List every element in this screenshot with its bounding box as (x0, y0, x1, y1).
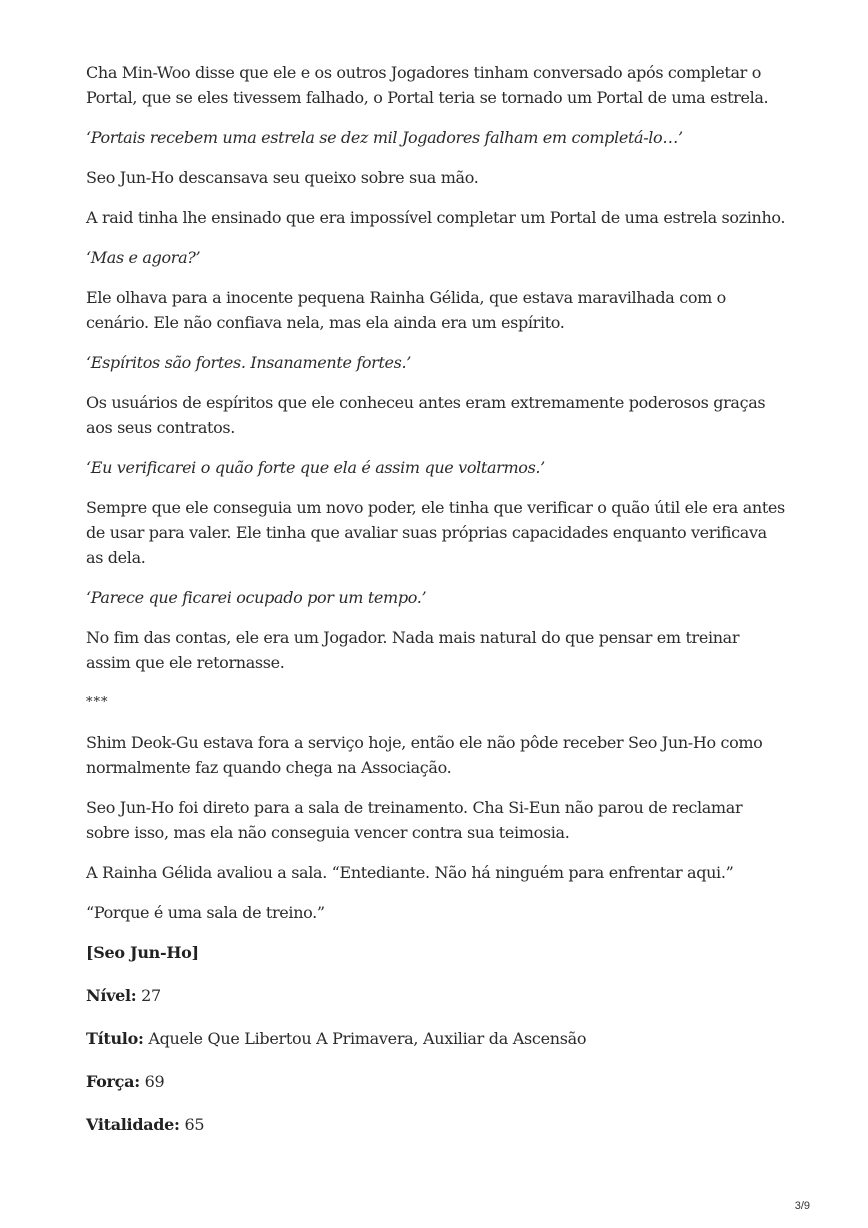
page-number: 3/9 (794, 1200, 810, 1212)
stat-vitality-label: Vitalidade: (86, 1115, 180, 1134)
stat-vitality (86, 1112, 786, 1138)
stat-level (86, 983, 786, 1009)
paragraph: Seo Jun-Ho foi direto para a sala de treinamento. Cha Si-Eun não parou de reclamar sobre isso, mas ela não conseguia vencer contra sua teimosia. (86, 798, 743, 842)
thought-paragraph: ‘Eu verificarei o quão forte que ela é assim que voltarmos.’ (86, 458, 545, 477)
paragraph: No fim das contas, ele era um Jogador. Nada mais natural do que pensar em treinar assim que ele retornasse. (86, 628, 740, 672)
paragraph: A Rainha Gélida avaliou a sala. “Entediante. Não há ninguém para enfrentar aqui.” (86, 863, 734, 882)
paragraph: Os usuários de espíritos que ele conheceu antes eram extremamente poderosos graças aos seus contratos. (86, 393, 766, 437)
stat-level-value: 27 (136, 986, 161, 1005)
paragraph: Cha Min-Woo disse que ele e os outros Jogadores tinham conversado após completar o Portal, que se eles tivessem falhado, o Portal teria se tornado um Portal de uma estrela. (86, 63, 769, 107)
thought-paragraph: ‘Parece que ficarei ocupado por um tempo.’ (86, 588, 427, 607)
thought-paragraph: ‘Espíritos são fortes. Insanamente fortes.’ (86, 353, 411, 372)
paragraph: Sempre que ele conseguia um novo poder, ele tinha que verificar o quão útil ele era antes de usar para valer. Ele tinha que avaliar suas próprias capacidades enquanto verificava as dela. (86, 498, 785, 567)
document-page (86, 60, 786, 1155)
status-heading (86, 940, 786, 966)
stat-title (86, 1026, 786, 1052)
paragraph: Ele olhava para a inocente pequena Rainha Gélida, que estava maravilhada com o cenário. Ele não confiava nela, mas ela ainda era um espírito. (86, 288, 726, 332)
paragraph: A raid tinha lhe ensinado que era impossível completar um Portal de uma estrela sozinho. (86, 208, 786, 227)
stat-title-label: Título: (86, 1029, 144, 1048)
stat-strength (86, 1069, 786, 1095)
thought-paragraph: ‘Mas e agora?’ (86, 248, 201, 267)
paragraph: “Porque é uma sala de treino.” (86, 903, 325, 922)
scene-separator: *** (86, 695, 109, 710)
status-heading-text: [Seo Jun-Ho] (86, 943, 199, 962)
stat-strength-label: Força: (86, 1072, 140, 1091)
paragraph: Seo Jun-Ho descansava seu queixo sobre sua mão. (86, 168, 479, 187)
thought-paragraph: ‘Portais recebem uma estrela se dez mil Jogadores falham em completá-lo…’ (86, 128, 683, 147)
stat-level-label: Nível: (86, 986, 137, 1005)
stat-vitality-value: 65 (179, 1115, 205, 1134)
stat-strength-value: 69 (139, 1072, 165, 1091)
stat-title-value: Aquele Que Libertou A Primavera, Auxiliar da Ascensão (143, 1029, 587, 1048)
paragraph: Shim Deok-Gu estava fora a serviço hoje, então ele não pôde receber Seo Jun-Ho como normalmente faz quando chega na Associação. (86, 733, 763, 777)
